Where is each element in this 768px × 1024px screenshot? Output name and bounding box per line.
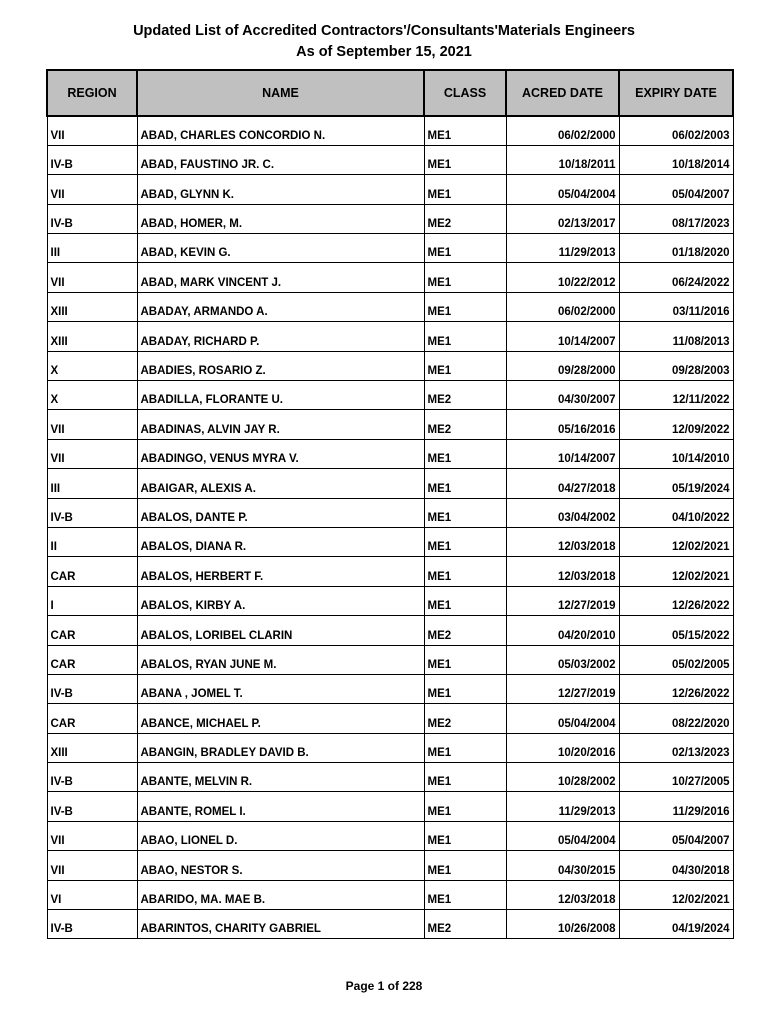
table-row <box>47 763 733 792</box>
acred-date-cell: 05/04/2004 <box>506 704 619 733</box>
region-cell: VI <box>47 880 137 909</box>
region-cell: VII <box>47 821 137 850</box>
name-cell: ABADAY, RICHARD P. <box>137 322 424 351</box>
name-cell: ABALOS, DANTE P. <box>137 498 424 527</box>
name-cell: ABARINTOS, CHARITY GABRIEL <box>137 910 424 939</box>
acred-date-cell: 10/20/2016 <box>506 733 619 762</box>
table-row <box>47 469 733 498</box>
table-row <box>47 116 733 145</box>
name-cell: ABADAY, ARMANDO A. <box>137 292 424 321</box>
name-cell: ABAO, NESTOR S. <box>137 851 424 880</box>
region-cell: VII <box>47 263 137 292</box>
region-cell: VII <box>47 410 137 439</box>
name-cell: ABALOS, DIANA R. <box>137 527 424 556</box>
expiry-date-cell: 12/09/2022 <box>619 410 733 439</box>
expiry-date-cell: 05/15/2022 <box>619 616 733 645</box>
expiry-date-cell: 12/11/2022 <box>619 381 733 410</box>
table-row <box>47 234 733 263</box>
expiry-date-cell: 12/02/2021 <box>619 527 733 556</box>
table-body <box>47 116 733 939</box>
table-row <box>47 263 733 292</box>
class-cell: ME1 <box>424 263 506 292</box>
table-row <box>47 851 733 880</box>
acred-date-cell: 05/04/2004 <box>506 821 619 850</box>
region-cell: IV-B <box>47 498 137 527</box>
region-cell: XIII <box>47 322 137 351</box>
name-cell: ABAD, MARK VINCENT J. <box>137 263 424 292</box>
expiry-date-cell: 05/04/2007 <box>619 821 733 850</box>
acred-date-cell: 12/03/2018 <box>506 557 619 586</box>
region-cell: CAR <box>47 645 137 674</box>
expiry-date-cell: 05/04/2007 <box>619 175 733 204</box>
class-cell: ME1 <box>424 234 506 263</box>
class-cell: ME1 <box>424 586 506 615</box>
region-cell: IV-B <box>47 145 137 174</box>
acred-date-cell: 05/03/2002 <box>506 645 619 674</box>
acred-date-cell: 10/14/2007 <box>506 322 619 351</box>
expiry-date-cell: 04/30/2018 <box>619 851 733 880</box>
name-cell: ABAD, FAUSTINO JR. C. <box>137 145 424 174</box>
acred-date-cell: 12/03/2018 <box>506 527 619 556</box>
expiry-date-cell: 04/19/2024 <box>619 910 733 939</box>
region-cell: CAR <box>47 704 137 733</box>
table-row <box>47 322 733 351</box>
acred-date-cell: 04/30/2015 <box>506 851 619 880</box>
name-cell: ABALOS, LORIBEL CLARIN <box>137 616 424 645</box>
table-row <box>47 616 733 645</box>
acred-date-cell: 11/29/2013 <box>506 234 619 263</box>
table-row <box>47 381 733 410</box>
class-cell: ME1 <box>424 116 506 145</box>
document-date: As of September 15, 2021 <box>296 44 472 60</box>
expiry-date-cell: 11/08/2013 <box>619 322 733 351</box>
region-cell: VII <box>47 439 137 468</box>
name-cell: ABADINAS, ALVIN JAY R. <box>137 410 424 439</box>
acred-date-cell: 10/28/2002 <box>506 763 619 792</box>
class-cell: ME2 <box>424 204 506 233</box>
region-cell: VII <box>47 116 137 145</box>
name-cell: ABAIGAR, ALEXIS A. <box>137 469 424 498</box>
class-cell: ME2 <box>424 616 506 645</box>
region-cell: VII <box>47 175 137 204</box>
name-cell: ABANCE, MICHAEL P. <box>137 704 424 733</box>
acred-date-cell: 10/26/2008 <box>506 910 619 939</box>
acred-date-cell: 05/16/2016 <box>506 410 619 439</box>
table-row <box>47 792 733 821</box>
table-row <box>47 586 733 615</box>
name-cell: ABAD, KEVIN G. <box>137 234 424 263</box>
class-cell: ME1 <box>424 645 506 674</box>
acred-date-cell: 11/29/2013 <box>506 792 619 821</box>
expiry-date-cell: 10/18/2014 <box>619 145 733 174</box>
name-cell: ABADIES, ROSARIO Z. <box>137 351 424 380</box>
acred-date-cell: 10/18/2011 <box>506 145 619 174</box>
table-row <box>47 204 733 233</box>
table-row <box>47 498 733 527</box>
expiry-date-cell: 12/02/2021 <box>619 880 733 909</box>
name-cell: ABALOS, RYAN JUNE M. <box>137 645 424 674</box>
region-cell: IV-B <box>47 674 137 703</box>
class-cell: ME1 <box>424 821 506 850</box>
region-cell: CAR <box>47 557 137 586</box>
header-row <box>47 70 733 116</box>
expiry-date-cell: 08/17/2023 <box>619 204 733 233</box>
name-cell: ABANGIN, BRADLEY DAVID B. <box>137 733 424 762</box>
acred-date-cell: 04/30/2007 <box>506 381 619 410</box>
expiry-date-cell: 06/02/2003 <box>619 116 733 145</box>
acred-date-cell: 06/02/2000 <box>506 292 619 321</box>
expiry-date-cell: 05/19/2024 <box>619 469 733 498</box>
expiry-date-cell: 02/13/2023 <box>619 733 733 762</box>
name-cell: ABAD, GLYNN K. <box>137 175 424 204</box>
acred-date-cell: 10/22/2012 <box>506 263 619 292</box>
class-cell: ME1 <box>424 733 506 762</box>
region-cell: X <box>47 351 137 380</box>
name-cell: ABANTE, MELVIN R. <box>137 763 424 792</box>
class-cell: ME1 <box>424 557 506 586</box>
expiry-date-cell: 09/28/2003 <box>619 351 733 380</box>
class-cell: ME2 <box>424 381 506 410</box>
name-cell: ABARIDO, MA. MAE B. <box>137 880 424 909</box>
region-cell: XIII <box>47 733 137 762</box>
region-cell: III <box>47 234 137 263</box>
header-acred-date: ACRED DATE <box>506 70 619 116</box>
engineers-table <box>46 69 734 939</box>
class-cell: ME2 <box>424 410 506 439</box>
table-row <box>47 674 733 703</box>
acred-date-cell: 03/04/2002 <box>506 498 619 527</box>
class-cell: ME1 <box>424 763 506 792</box>
acred-date-cell: 05/04/2004 <box>506 175 619 204</box>
region-cell: IV-B <box>47 910 137 939</box>
class-cell: ME1 <box>424 469 506 498</box>
expiry-date-cell: 10/14/2010 <box>619 439 733 468</box>
class-cell: ME2 <box>424 704 506 733</box>
expiry-date-cell: 12/02/2021 <box>619 557 733 586</box>
acred-date-cell: 12/27/2019 <box>506 586 619 615</box>
acred-date-cell: 04/27/2018 <box>506 469 619 498</box>
table-row <box>47 645 733 674</box>
header-class: CLASS <box>424 70 506 116</box>
name-cell: ABAD, CHARLES CONCORDIO N. <box>137 116 424 145</box>
class-cell: ME1 <box>424 322 506 351</box>
table-row <box>47 439 733 468</box>
name-cell: ABALOS, KIRBY A. <box>137 586 424 615</box>
table-header <box>47 70 733 116</box>
expiry-date-cell: 06/24/2022 <box>619 263 733 292</box>
class-cell: ME1 <box>424 175 506 204</box>
table-row <box>47 410 733 439</box>
class-cell: ME1 <box>424 880 506 909</box>
expiry-date-cell: 12/26/2022 <box>619 674 733 703</box>
expiry-date-cell: 01/18/2020 <box>619 234 733 263</box>
expiry-date-cell: 04/10/2022 <box>619 498 733 527</box>
region-cell: II <box>47 527 137 556</box>
table-row <box>47 527 733 556</box>
acred-date-cell: 09/28/2000 <box>506 351 619 380</box>
document-title: Updated List of Accredited Contractors'/Consultants'Materials Engineers <box>133 23 635 39</box>
header-region: REGION <box>47 70 137 116</box>
class-cell: ME1 <box>424 674 506 703</box>
expiry-date-cell: 03/11/2016 <box>619 292 733 321</box>
page-number: Page 1 of 228 <box>345 979 423 993</box>
acred-date-cell: 04/20/2010 <box>506 616 619 645</box>
header-name: NAME <box>137 70 424 116</box>
region-cell: IV-B <box>47 792 137 821</box>
region-cell: IV-B <box>47 763 137 792</box>
name-cell: ABANA , JOMEL T. <box>137 674 424 703</box>
table-row <box>47 351 733 380</box>
class-cell: ME1 <box>424 145 506 174</box>
name-cell: ABAD, HOMER, M. <box>137 204 424 233</box>
header-expiry-date: EXPIRY DATE <box>619 70 733 116</box>
region-cell: III <box>47 469 137 498</box>
table-row <box>47 821 733 850</box>
class-cell: ME1 <box>424 351 506 380</box>
expiry-date-cell: 05/02/2005 <box>619 645 733 674</box>
expiry-date-cell: 10/27/2005 <box>619 763 733 792</box>
table-row <box>47 880 733 909</box>
region-cell: X <box>47 381 137 410</box>
region-cell: I <box>47 586 137 615</box>
table-row <box>47 145 733 174</box>
name-cell: ABADILLA, FLORANTE U. <box>137 381 424 410</box>
acred-date-cell: 02/13/2017 <box>506 204 619 233</box>
acred-date-cell: 12/27/2019 <box>506 674 619 703</box>
region-cell: XIII <box>47 292 137 321</box>
name-cell: ABAO, LIONEL D. <box>137 821 424 850</box>
table-row <box>47 704 733 733</box>
region-cell: VII <box>47 851 137 880</box>
acred-date-cell: 06/02/2000 <box>506 116 619 145</box>
class-cell: ME1 <box>424 527 506 556</box>
name-cell: ABANTE, ROMEL I. <box>137 792 424 821</box>
class-cell: ME1 <box>424 498 506 527</box>
class-cell: ME1 <box>424 851 506 880</box>
table-row <box>47 175 733 204</box>
expiry-date-cell: 08/22/2020 <box>619 704 733 733</box>
expiry-date-cell: 12/26/2022 <box>619 586 733 615</box>
expiry-date-cell: 11/29/2016 <box>619 792 733 821</box>
table-row <box>47 557 733 586</box>
class-cell: ME2 <box>424 910 506 939</box>
name-cell: ABADINGO, VENUS MYRA V. <box>137 439 424 468</box>
acred-date-cell: 10/14/2007 <box>506 439 619 468</box>
acred-date-cell: 12/03/2018 <box>506 880 619 909</box>
region-cell: IV-B <box>47 204 137 233</box>
class-cell: ME1 <box>424 292 506 321</box>
class-cell: ME1 <box>424 439 506 468</box>
table-row <box>47 733 733 762</box>
region-cell: CAR <box>47 616 137 645</box>
class-cell: ME1 <box>424 792 506 821</box>
table-row <box>47 910 733 939</box>
name-cell: ABALOS, HERBERT F. <box>137 557 424 586</box>
table-row <box>47 292 733 321</box>
